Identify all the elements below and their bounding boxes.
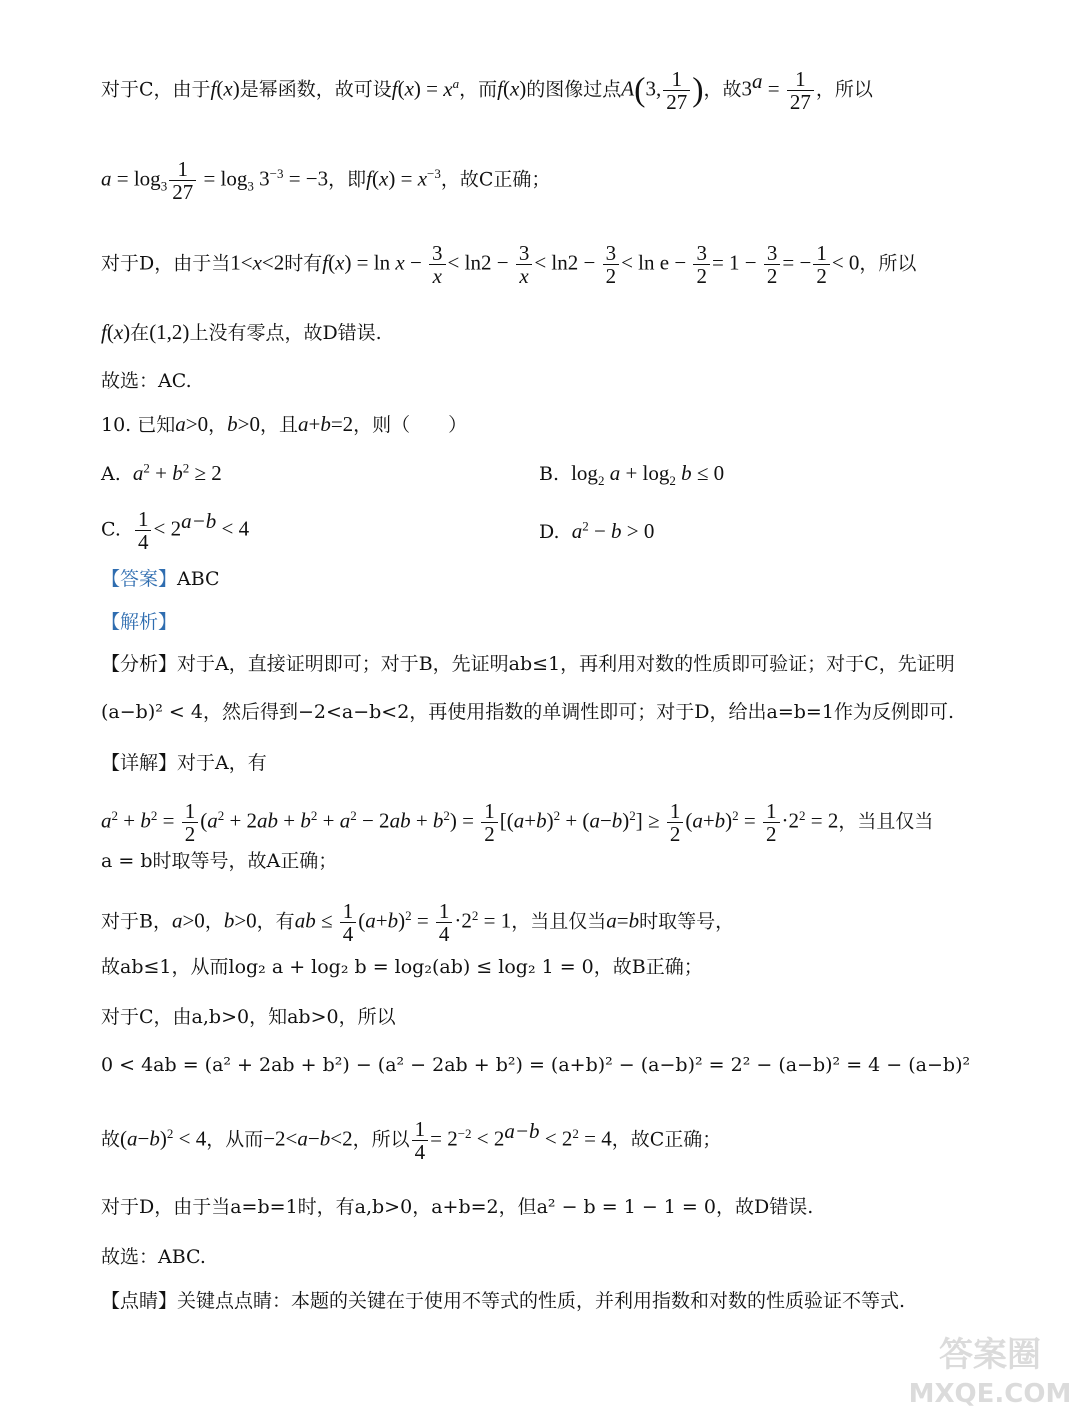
detail-d: 对于D，由于当a=b=1时，有a,b>0，a+b=2，但a² − b = 1 − 1 = 0，故D错误.: [101, 1196, 814, 1218]
watermark-top: 答案圈: [939, 1335, 1041, 1375]
detail-c-3: 故$(a-b)^2 < 4$，从而−2<a−b<2，所以 $\frac{1}{4}$ = $2^{-2} < 2^{a-b} < 2^2 = 4$，故C正确；: [101, 1117, 722, 1165]
question-10: 10. 已知a>0，b>0，且a+b=2，则（ ）: [101, 412, 468, 436]
answer-value: ABC: [177, 568, 220, 590]
detail-a-1: $a^2 + b^2$ = $\frac{1}{2}$ $(a^2 + 2ab + b^2 + a^2 - 2ab + b^2)$ = $\frac{1}{2}$ $[(a+b)^2 + (a-b)^2]$ ≥ $\frac{1}{2}$ $(a+b)^2$ = $\frac{1}{2}$ $\cdot 2^2 = 2$，当且仅当: [101, 799, 934, 847]
detail-title: 【详解】对于A，有: [101, 752, 267, 774]
analysis-1: 【分析】对于A，直接证明即可；对于B，先证明ab≤1，再利用对数的性质即可验证；对于C，先证明: [101, 653, 955, 675]
answer-line: [101, 570, 220, 589]
choice-line-2: 故选：ABC.: [101, 1246, 206, 1268]
line-c-2: $a = \log_3$ $\frac{1}{27}$ = $\log_3 3^{-3} = -3$，即$f(x) = x^{-3}$，故C正确；: [101, 157, 551, 205]
detail-a-2: a = b时取等号，故A正确；: [101, 850, 338, 872]
analysis-2: (a−b)² < 4，然后得到−2<a−b<2，再使用指数的单调性即可；对于D，给出a=b=1作为反例即可.: [101, 701, 954, 723]
detail-b-1: 对于B，a>0，b>0，有ab ≤ $\frac{1}{4}$ $(a+b)^2$ = $\frac{1}{4}$ $\cdot 2^2 = 1$，当且仅当a=b时取等号，: [101, 899, 735, 947]
line-d-1: 对于D，由于当1<x<2时有f(x) = ln x − $\frac{3}{x}$ < ln2 − $\frac{3}{x}$ < ln2 − $\frac{3}{2}$ < ln e − $\frac{3}{2}$ = 1 − $\frac{3}{2}$ = − $\frac{1}{2}$ < 0，所以: [101, 241, 917, 289]
key-point: 【点睛】关键点点睛：本题的关键在于使用不等式的性质，并利用指数和对数的性质验证不等式.: [101, 1290, 906, 1312]
answer-tag: 【答案】: [101, 568, 178, 590]
detail-c-1: 对于C，由a,b>0，知ab>0，所以: [101, 1006, 396, 1028]
line-c-1: 对于C，由于f(x)是幂函数，故可设$f(x) = x^a$，而f(x)的图像过点A(3, $\frac{1}{27}$ )，故$3^a$ = $\frac{1}{27}$ ，所以: [101, 67, 873, 115]
option-d: D. $a^2 - b > 0$: [539, 518, 655, 543]
watermark-logo: [905, 1330, 1075, 1410]
option-c: C. $\frac{1}{4}$ < $2^{a-b} < 4$: [101, 507, 250, 555]
option-a: A. $a^2 + b^2 \ge 2$: [101, 460, 222, 485]
detail-b-2: 故ab≤1，从而log₂ a + log₂ b = log₂(ab) ≤ log₂ 1 = 0，故B正确；: [101, 956, 703, 978]
analysis-tag: 【解析】: [101, 611, 178, 633]
choice-line-1: 故选：AC.: [101, 370, 192, 392]
line-d-2: f(x)在(1,2)上没有零点，故D错误.: [101, 320, 382, 344]
option-b: B. $\log_2 a + \log_2 b \le 0$: [539, 461, 725, 488]
detail-c-2: 0 < 4ab = (a² + 2ab + b²) − (a² − 2ab + b²) = (a+b)² − (a−b)² = 2² − (a−b)² = 4 − (a−b)²: [101, 1054, 971, 1076]
watermark-bottom: MXQE.COM: [908, 1379, 1072, 1409]
